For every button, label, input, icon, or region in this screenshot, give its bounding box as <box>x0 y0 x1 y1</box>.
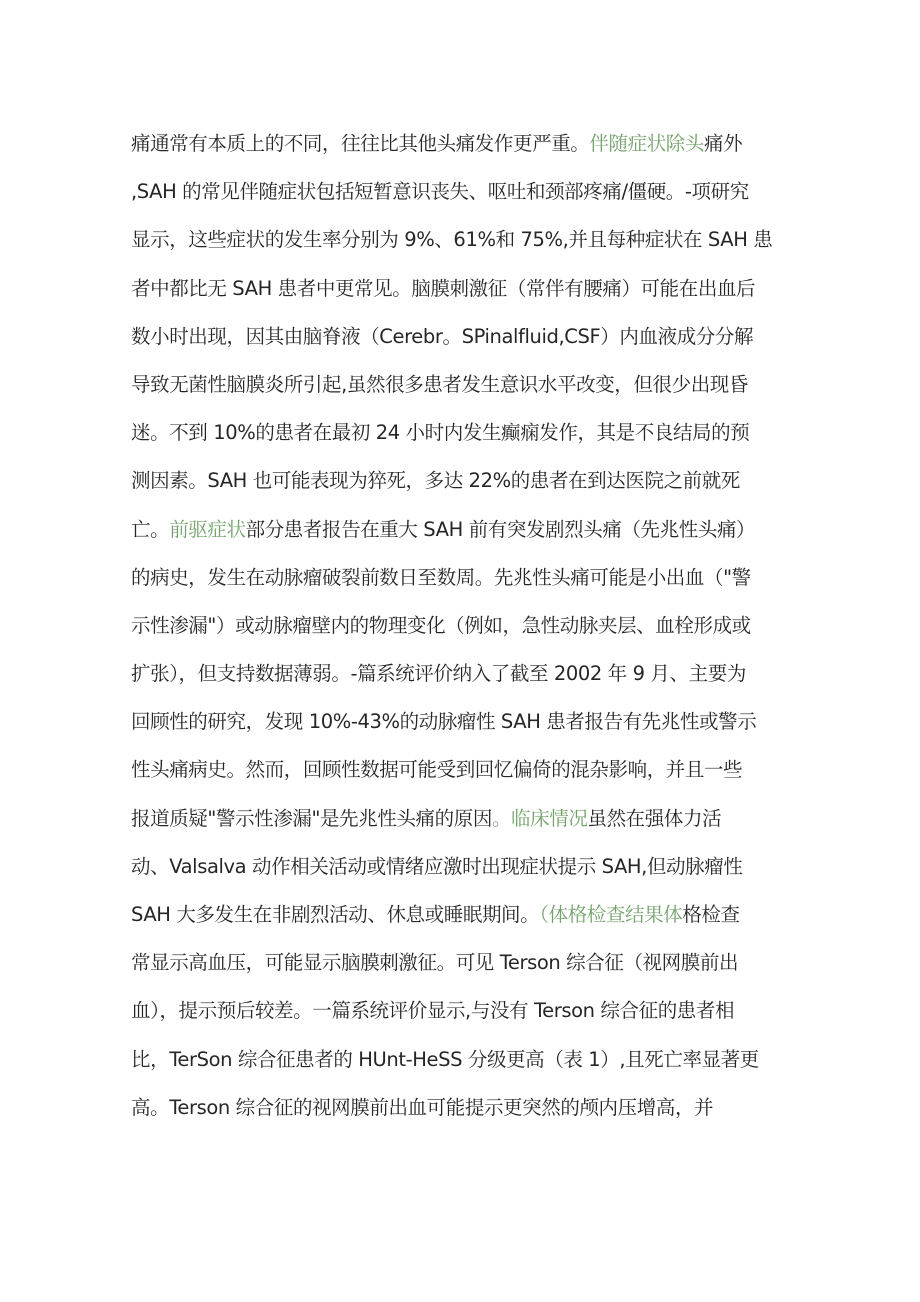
text-segment: 回顾性的研究，发现 10%-43%的动脉瘤性 SAH 患者报告有先兆性或警示 <box>131 710 757 734</box>
text-line <box>131 506 801 554</box>
text-line <box>131 1036 801 1084</box>
section-heading: 伴随症状除头 <box>589 132 705 155</box>
text-segment: 比，TerSon 综合征患者的 HUnt-HeSS 分级更高（表 1）,且死亡率显著更 <box>131 1047 759 1071</box>
section-heading: 前驱症状 <box>169 517 246 541</box>
text-segment: 高。Terson 综合征的视网膜前出血可能提示更突然的颅内压增高，并 <box>131 1095 714 1119</box>
text-segment: 扩张），但支持数据薄弱。-篇系统评价纳入了截至 2002 年 9 月、主要为 <box>131 662 746 686</box>
text-segment: 测因素。SAH 也可能表现为猝死，多达 22%的患者在到达医院之前就死 <box>131 469 740 493</box>
text-segment: 数小时出现，因其由脑脊液（Cerebr。SPinalfluid,CSF）内血液成分分解 <box>131 324 754 348</box>
text-segment: 示性渗漏"）或动脉瘤壁内的物理变化（例如，急性动脉夹层、血栓形成或 <box>131 613 751 637</box>
text-segment: 动、Valsalva 动作相关活动或情绪应激时出现症状提示 SAH,但动脉瘤性 <box>131 854 743 878</box>
text-line <box>131 554 801 602</box>
text-line <box>131 698 801 746</box>
text-segment: 虽然在强体力活 <box>587 806 722 830</box>
text-line <box>131 939 801 987</box>
text-segment: 显示，这些症状的发生率分别为 9%、61%和 75%,并且每种症状在 SAH 患 <box>131 228 773 252</box>
text-segment: 亡。 <box>131 517 170 541</box>
text-line <box>131 361 801 409</box>
text-line <box>131 409 801 457</box>
text-segment: 痛通常有本质上的不同，往往比其他头痛发作更严重。 <box>131 132 590 155</box>
text-segment: 部分患者报告在重大 SAH 前有突发剧烈头痛（先兆性头痛） <box>245 517 756 541</box>
text-segment: 格检查 <box>682 903 740 926</box>
text-line <box>131 457 801 505</box>
text-line <box>131 120 801 168</box>
text-segment: 导致无菌性脑膜炎所引起,虽然很多患者发生意识水平改变，但很少出现昏 <box>131 372 748 396</box>
text-segment: 血），提示预后较差。一篇系统评价显示,与没有 Terson 综合征的患者相 <box>131 999 735 1023</box>
section-heading: （体格检查结果体 <box>539 903 683 926</box>
text-line <box>131 602 801 650</box>
text-line <box>131 1084 801 1132</box>
text-segment: 的病史，发生在动脉瘤破裂前数日至数周。先兆性头痛可能是小出血（"警 <box>131 565 751 589</box>
text-line <box>131 843 801 891</box>
text-line <box>131 650 801 698</box>
text-line <box>131 265 801 313</box>
text-segment: ,SAH 的常见伴随症状包括短暂意识丧失、呕吐和颈部疼痛/僵硬。-项研究 <box>131 180 749 204</box>
text-segment: 报道质疑"警示性渗漏"是先兆性头痛的原因 <box>131 806 492 830</box>
text-line <box>131 216 801 264</box>
text-segment: 者中都比无 SAH 患者中更常见。脑膜刺激征（常伴有腰痛）可能在出血后 <box>131 276 756 300</box>
text-line <box>131 746 801 794</box>
text-line <box>131 987 801 1035</box>
text-segment: 性头痛病史。然而，回顾性数据可能受到回忆偏倚的混杂影响，并且一些 <box>131 758 743 782</box>
section-heading: 。临床情况 <box>491 806 588 830</box>
text-segment: SAH 大多发生在非剧烈活动、休息或睡眠期间。 <box>131 903 540 926</box>
body-text <box>131 120 801 1132</box>
text-line <box>131 891 801 939</box>
text-segment: 痛外 <box>704 132 743 155</box>
text-segment: 常显示高血压，可能显示脑膜刺激征。可见 Terson 综合征（视网膜前出 <box>131 951 739 975</box>
text-segment: 迷。不到 10%的患者在最初 24 小时内发生癫痫发作，其是不良结局的预 <box>131 421 750 445</box>
text-line <box>131 313 801 361</box>
text-line <box>131 795 801 843</box>
text-line <box>131 168 801 216</box>
